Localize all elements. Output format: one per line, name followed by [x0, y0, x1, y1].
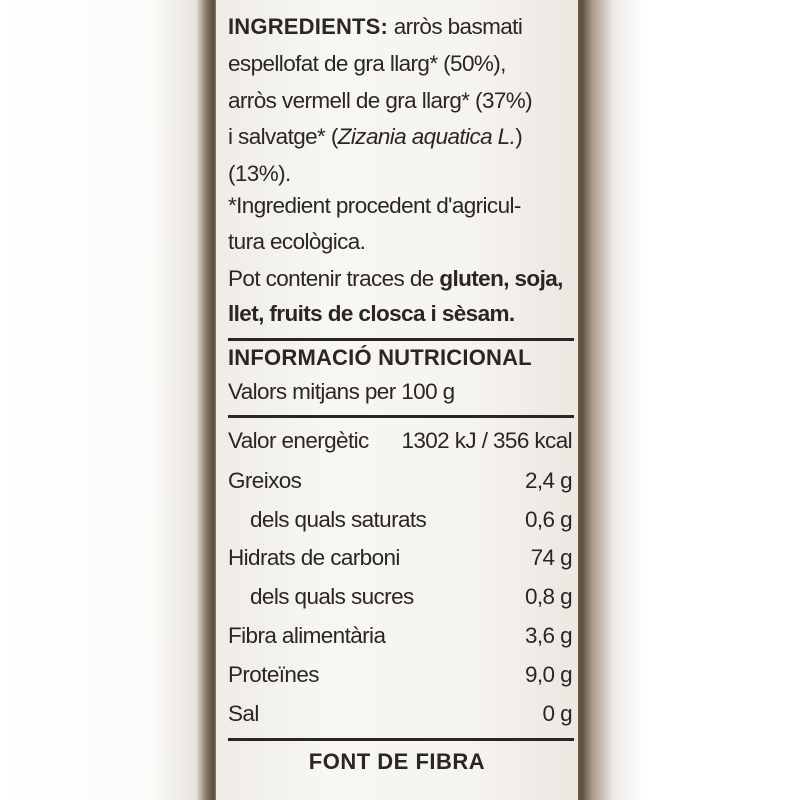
nutrient-value: 2,4 g [524, 468, 572, 493]
divider-bottom [228, 738, 574, 741]
nutrient-name: dels quals sucres [250, 584, 414, 609]
organic-note-line-1: *Ingredient procedent d'agricul- [228, 193, 521, 218]
product-label [216, 0, 578, 800]
allergens-line-2: llet, fruits de closca i sèsam. [228, 301, 515, 326]
ingredients-line-2: espellofat de gra llarg* (50%), [228, 51, 506, 76]
nutrition-title: INFORMACIÓ NUTRICIONAL [228, 345, 532, 370]
fibre-claim: FONT DE FIBRA [308, 749, 486, 774]
ingredients-line-5: (13%). [228, 161, 291, 186]
ingredients-line-1 [228, 14, 522, 40]
allergens-text: Pot contenir traces de [228, 266, 440, 291]
nutrient-name: Greixos [228, 468, 302, 493]
nutrient-name: Proteïnes [228, 662, 319, 687]
nutrition-row [228, 468, 572, 498]
nutrient-name: Hidrats de carboni [228, 545, 400, 570]
ingredients-text-1: arròs basmati [388, 14, 523, 39]
nutrient-value: 74 g [530, 545, 572, 570]
ingredients-text-4b: ) [515, 124, 523, 149]
allergens-bold-1: gluten, soja, [439, 266, 563, 291]
nutrition-row [228, 662, 572, 692]
ingredients-line-4 [228, 124, 522, 150]
nutrient-name: Fibra alimentària [228, 623, 386, 648]
ingredients-heading: INGREDIENTS: [228, 14, 389, 39]
nutrition-row [228, 584, 572, 614]
allergens-line-1 [228, 266, 563, 292]
nutrient-name: dels quals saturats [250, 507, 427, 532]
nutrition-row [228, 623, 572, 653]
nutrient-value: 0,6 g [524, 507, 572, 532]
ingredients-line-3: arròs vermell de gra llarg* (37%) [228, 88, 533, 113]
nutrient-value: 1302 kJ / 356 kcal [401, 428, 572, 453]
nutrition-subtitle: Valors mitjans per 100 g [228, 379, 455, 404]
nutrient-value: 0,8 g [524, 584, 572, 609]
nutrient-value: 9,0 g [524, 662, 572, 687]
ingredients-text-4a: i salvatge* ( [228, 124, 338, 149]
background-right [574, 0, 800, 800]
divider-nutrition-header [228, 415, 574, 418]
nutrition-row [228, 701, 572, 731]
nutrition-row [228, 545, 572, 575]
background-left [0, 0, 218, 800]
ingredients-species: Zizania aquatica L. [337, 124, 516, 149]
nutrition-row-energy [228, 428, 572, 458]
nutrient-name: Valor energètic [228, 428, 369, 453]
nutrient-name: Sal [228, 701, 259, 726]
divider-top [228, 338, 574, 341]
nutrient-value: 0 g [542, 701, 572, 726]
nutrient-value: 3,6 g [524, 623, 572, 648]
nutrition-row [228, 507, 572, 537]
organic-note-line-2: tura ecològica. [228, 229, 366, 254]
